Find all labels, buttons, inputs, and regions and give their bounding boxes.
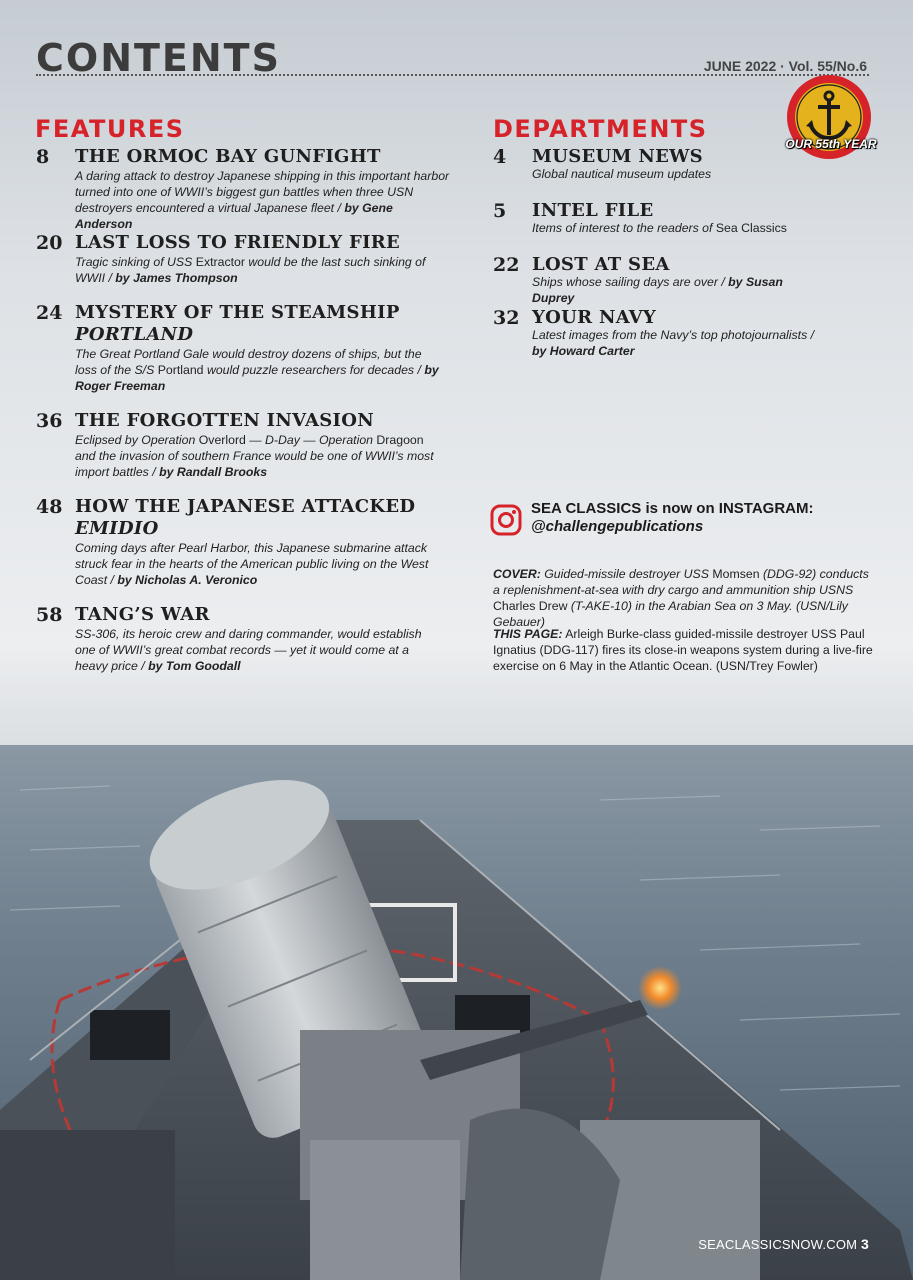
instagram-promo-text: SEA CLASSICS is now on INSTAGRAM: [531,500,814,517]
page-number: 20 [36,232,63,254]
page-number: 24 [36,302,63,324]
department-title: LOST AT SEA [532,254,670,275]
feature-title: LAST LOSS TO FRIENDLY FIRE [75,232,401,253]
page-number: 58 [36,604,63,626]
issue-date: JUNE 2022 · Vol. 55/No.6 [703,58,867,74]
feature-description: Eclipsed by Operation Overlord — D-Day — Operation Dragoon and the invasion of southern France would be one of WWII’s most import battles / by Randall Brooks [75,433,434,479]
this-page-caption: THIS PAGE: Arleigh Burke-class guided-missile destroyer USS Paul Ignatius (DDG-117) fires its close-in weapons system during a live-fire exercise on 6 May in the Atlantic Ocean. (USN/Trey Fowler) [493,627,873,673]
page-number: 3 [861,1236,869,1252]
feature-title: HOW THE JAPANESE ATTACKED EMIDIO [75,496,416,539]
feature-description: A daring attack to destroy Japanese shipping in this important harbor turned into one of WWII’s biggest gun battles when three USN destroyers encountered a virtual Japanese fleet / by Gene Anderson [75,169,450,231]
department-title: YOUR NAVY [532,307,657,328]
features-heading: FEATURES [35,115,185,143]
page-number: 32 [493,307,520,329]
cover-caption: COVER: Guided-missile destroyer USS Momsen (DDG-92) conducts a replenishment-at-sea with dry cargo and ammunition ship USNS Charles Drew (T-AKE-10) in the Arabian Sea on 3 May. (USN/Lily Gebauer) [493,567,869,629]
feature-description: Coming days after Pearl Harbor, this Japanese submarine attack struck fear in the hearts of the American public living on the West Coast / by Nicholas A. Veronico [75,541,429,587]
byline: by Randall Brooks [159,465,268,479]
byline: by Susan Duprey [532,275,783,305]
instagram-handle[interactable]: @challengepublications [531,518,704,535]
page-number: 8 [36,146,50,168]
feature-description: SS-306, its heroic crew and daring commander, would establish one of WWII’s great combat records — yet it would come at a heavy price / by Tom Goodall [75,627,422,673]
page-number: 4 [493,146,507,168]
departments-heading: DEPARTMENTS [493,115,708,143]
byline: by Gene Anderson [75,201,393,231]
page-number: 48 [36,496,63,518]
byline: by James Thompson [115,271,238,285]
feature-description: Tragic sinking of USS Extractor would be the last such sinking of WWII / by James Thompson [75,255,426,285]
feature-title: THE ORMOC BAY GUNFIGHT [75,146,381,167]
feature-title: THE FORGOTTEN INVASION [75,410,375,431]
page-number: 5 [493,200,507,222]
contents-title: CONTENTS [36,36,281,80]
department-description: Latest images from the Navy’s top photojournalists / by Howard Carter [532,328,815,358]
department-title: MUSEUM NEWS [532,146,703,167]
byline: by Roger Freeman [75,363,439,393]
department-description: Global nautical museum updates [532,167,712,181]
feature-title: TANG’S WAR [75,604,210,625]
page-number: 36 [36,410,63,432]
page-number: 22 [493,254,520,276]
byline: by Nicholas A. Veronico [117,573,258,587]
badge-label: OUR 55th YEAR [785,137,877,151]
instagram-icon[interactable] [490,504,522,536]
feature-title: MYSTERY OF THE STEAMSHIP PORTLAND [75,302,400,345]
feature-description: The Great Portland Gale would destroy dozens of ships, but the loss of the S/S Portland would puzzle researchers for decades / by Roger Freeman [75,347,439,393]
department-title: INTEL FILE [532,200,654,221]
byline: by Tom Goodall [148,659,241,673]
header-divider [36,74,869,76]
department-description: Items of interest to the readers of Sea Classics [532,221,787,235]
department-description: Ships whose sailing days are over / by Susan Duprey [532,275,783,305]
page-footer [698,1236,869,1252]
website-link: SEACLASSICSNOW.COM [698,1237,858,1252]
byline: by Howard Carter [532,344,635,358]
